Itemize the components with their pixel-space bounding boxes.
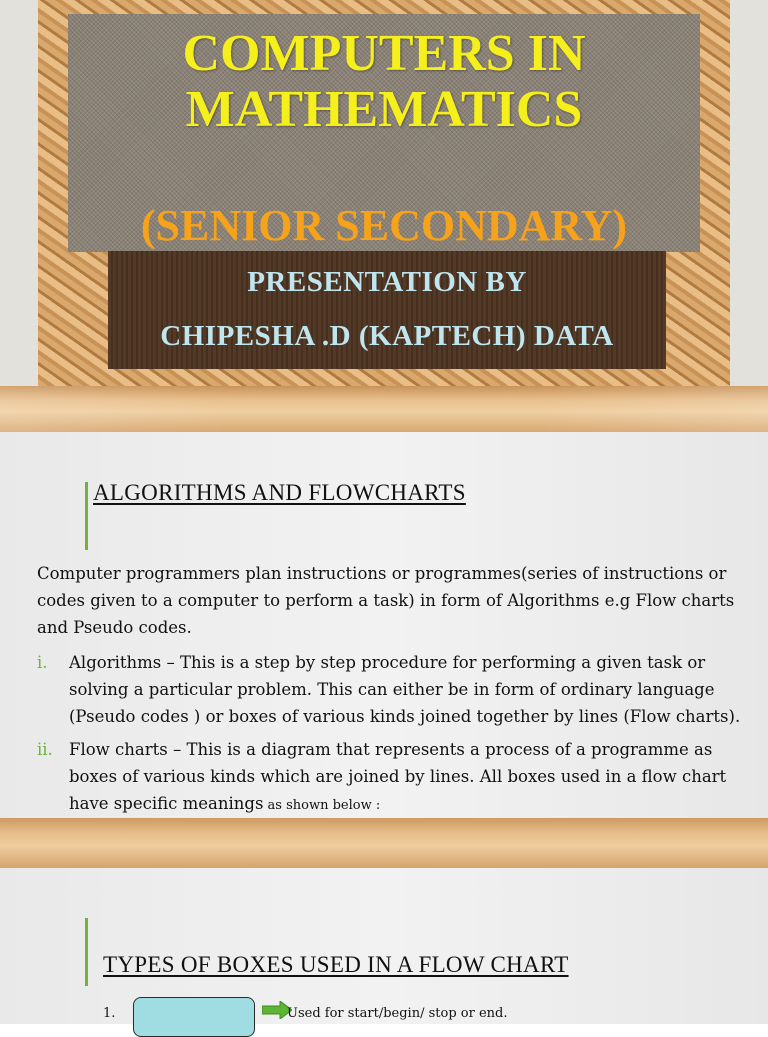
wood-strip xyxy=(0,386,768,432)
box-types-slide xyxy=(0,868,768,1024)
presenter-label: PRESENTATION BY xyxy=(247,266,527,298)
slide-heading: TYPES OF BOXES USED IN A FLOW CHART xyxy=(103,952,569,977)
list-item-text: Algorithms – This is a step by step procedure for performing a given task or solving a particular problem. This can either be in form of ordinary language (Pseudo codes ) or boxes of various kinds joined together by lines (Flow charts). xyxy=(69,653,741,726)
subtitle: (SENIOR SECONDARY) xyxy=(140,201,628,250)
intro-paragraph: Computer programmers plan instructions or programmes(series of instructions or codes given to a computer to perform a task) in form of Algorithms e.g Flow charts and Pseudo codes. xyxy=(37,564,735,637)
title-line-1: COMPUTERS IN xyxy=(182,25,586,82)
list-number: ii. xyxy=(37,740,53,759)
title-line-2: MATHEMATICS xyxy=(185,81,583,138)
list-item xyxy=(37,736,742,819)
accent-bar xyxy=(85,918,88,986)
wood-separator xyxy=(0,818,768,868)
list-item-suffix: as shown below : xyxy=(263,798,381,813)
list-number: i. xyxy=(37,653,48,672)
algorithms-slide xyxy=(0,432,768,818)
accent-bar xyxy=(85,482,88,550)
terminator-box-shape xyxy=(133,997,255,1037)
list-item xyxy=(37,649,742,730)
slide-heading: ALGORITHMS AND FLOWCHARTS xyxy=(93,480,466,505)
title-slide xyxy=(0,0,768,432)
box-description: Used for start/begin/ stop or end. xyxy=(287,1006,508,1021)
slide-body xyxy=(37,560,742,825)
presenter-name: CHIPESHA .D (KAPTECH) DATA xyxy=(160,320,614,352)
list-item-text: Flow charts – This is a diagram that represents a process of a programme as boxes of various kinds which are joined by lines. All boxes used in a flow chart have specific meanings xyxy=(69,740,727,813)
list-number: 1. xyxy=(103,1006,116,1021)
